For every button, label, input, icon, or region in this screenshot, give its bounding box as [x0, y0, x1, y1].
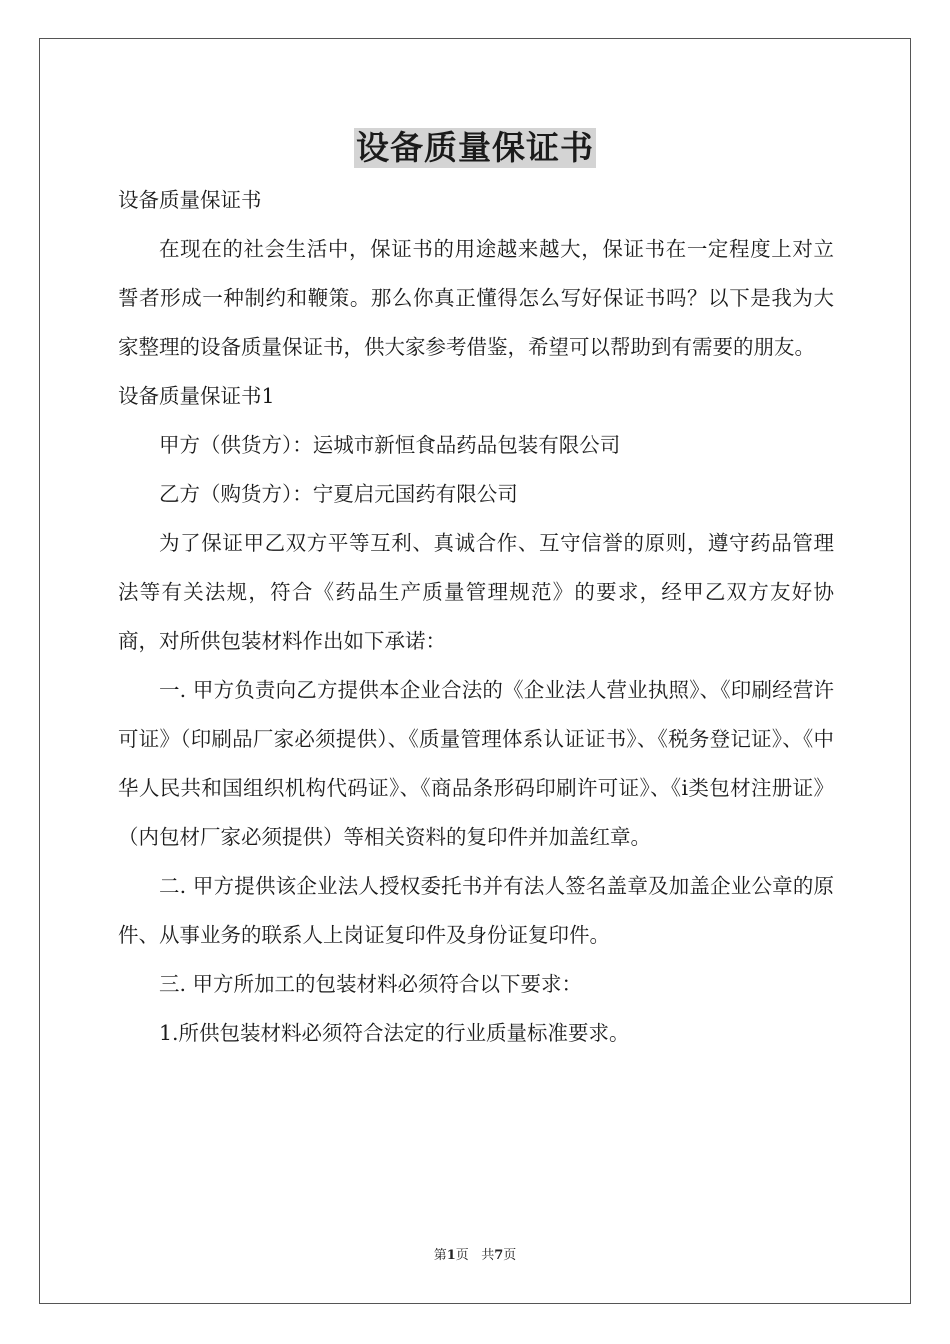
- footer-total-suffix: 页: [503, 1248, 517, 1263]
- paragraph: 在现在的社会生活中，保证书的用途越来越大，保证书在一定程度上对立誓者形成一种制约和鞭策。那么你真正懂得怎么写好保证书吗？以下是我为大家整理的设备质量保证书，供大家参考借鉴，希望可以帮助到有需要的朋友。: [118, 237, 834, 359]
- paragraph: 三. 甲方所加工的包装材料必须符合以下要求：: [159, 972, 583, 996]
- page-number: 1: [446, 1248, 456, 1263]
- footer-total-prefix: 共: [481, 1248, 495, 1263]
- paragraph: 设备质量保证书1: [118, 384, 275, 408]
- paragraph: 二. 甲方提供该企业法人授权委托书并有法人签名盖章及加盖企业公章的原件、从事业务的联系人上岗证复印件及身份证复印件。: [118, 874, 834, 947]
- paragraph: 一. 甲方负责向乙方提供本企业合法的《企业法人营业执照》、《印刷经营许可证》（印刷品厂家必须提供）、《质量管理体系认证证书》、《税务登记证》、《中华人民共和国组织机构代码证》、《商品条形码印刷许可证》、《i类包材注册证》（内包材厂家必须提供）等相关资料的复印件并加盖红章。: [118, 678, 834, 849]
- document-body: [118, 176, 834, 1058]
- footer-prefix: 第: [433, 1248, 447, 1263]
- paragraph: 设备质量保证书: [118, 188, 262, 212]
- title-wrap: [0, 128, 950, 168]
- document-title: 设备质量保证书: [356, 128, 594, 167]
- paragraph: 乙方（购货方）：宁夏启元国药有限公司: [159, 482, 518, 506]
- paragraph: 甲方（供货方）：运城市新恒食品药品包装有限公司: [159, 433, 621, 457]
- paragraph: 1.所供包装材料必须符合法定的行业质量标准要求。: [159, 1021, 630, 1045]
- total-pages: 7: [494, 1248, 504, 1263]
- paragraph: 为了保证甲乙双方平等互利、真诚合作、互守信誉的原则，遵守药品管理法等有关法规，符合《药品生产质量管理规范》的要求，经甲乙双方友好协商，对所供包装材料作出如下承诺：: [118, 531, 834, 653]
- footer-page-suffix: 页: [455, 1248, 469, 1263]
- page-footer: [0, 1244, 950, 1263]
